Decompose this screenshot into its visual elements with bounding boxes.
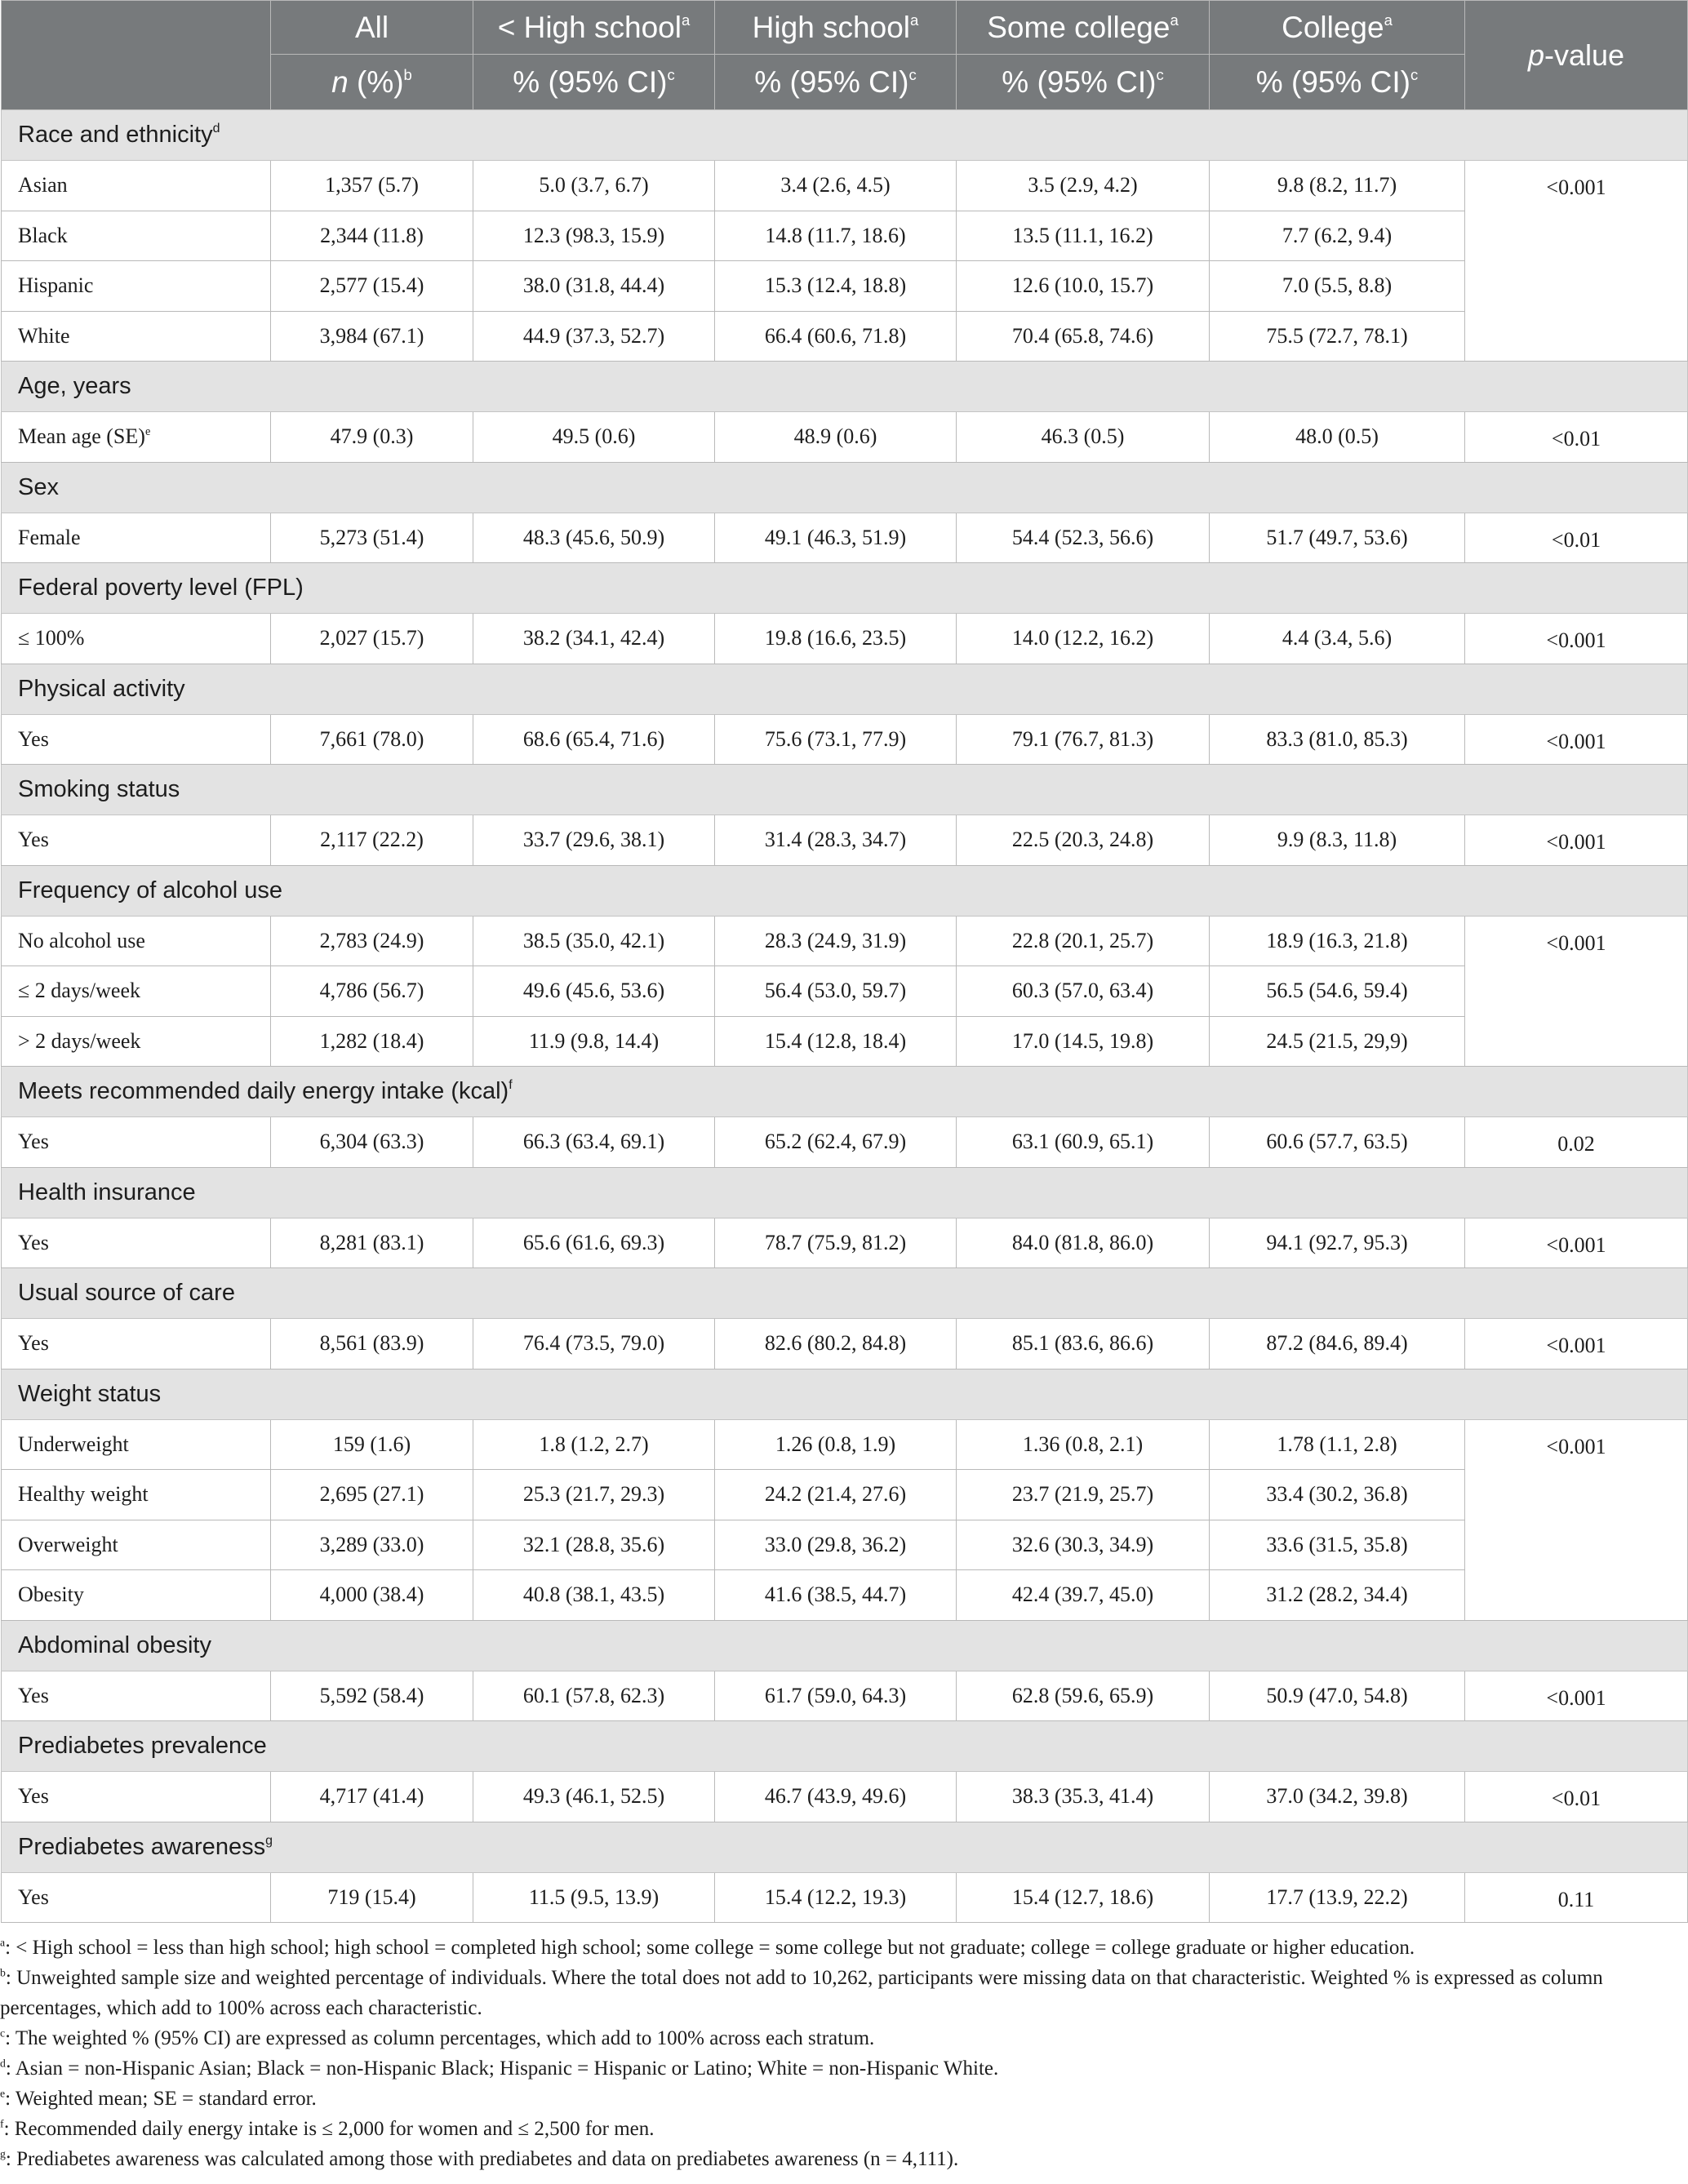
footnote-text: : Recommended daily energy intake is ≤ 2,000 for women and ≤ 2,500 for men. [3, 2118, 655, 2140]
table-cell: 48.3 (45.6, 50.9) [473, 513, 715, 563]
table-row [2, 1117, 1688, 1168]
footnote [0, 1933, 1685, 1963]
row-label-text: Yes [18, 726, 49, 751]
footnote-marker: a [0, 1936, 6, 1949]
section-title-text: Prediabetes prevalence [18, 1733, 267, 1759]
row-label-text: ≤ 100% [18, 626, 85, 650]
table-cell: 38.5 (35.0, 42.1) [473, 916, 715, 966]
table-cell: 159 (1.6) [271, 1419, 473, 1470]
table-cell: 42.4 (39.7, 45.0) [957, 1570, 1210, 1621]
section-header-row [2, 664, 1688, 714]
table-cell: 5.0 (3.7, 6.7) [473, 161, 715, 211]
table-cell: 65.2 (62.4, 67.9) [715, 1117, 957, 1168]
table-row [2, 1419, 1688, 1470]
section-title [2, 1369, 1688, 1419]
table-row [2, 311, 1688, 362]
table-cell: 94.1 (92.7, 95.3) [1210, 1218, 1465, 1268]
section-header-row [2, 1620, 1688, 1671]
table-row [2, 1218, 1688, 1268]
table-row [2, 1016, 1688, 1067]
footnote-marker: f [509, 1078, 513, 1093]
row-label [2, 1016, 271, 1067]
p-value-cell: 0.02 [1465, 1117, 1688, 1168]
table-cell: 54.4 (52.3, 56.6) [957, 513, 1210, 563]
table-cell: 17.7 (13.9, 22.2) [1210, 1872, 1465, 1923]
footnote [0, 2144, 1685, 2174]
table-cell: 33.0 (29.8, 36.2) [715, 1520, 957, 1570]
table-cell: 56.4 (53.0, 59.7) [715, 966, 957, 1017]
row-label [2, 311, 271, 362]
section-header-row [2, 563, 1688, 614]
row-label-text: Yes [18, 828, 49, 852]
table-row [2, 1470, 1688, 1520]
footnote-marker: b [0, 1966, 6, 1979]
table-cell: 66.4 (60.6, 71.8) [715, 311, 957, 362]
table-cell: 1.8 (1.2, 2.7) [473, 1419, 715, 1470]
table-cell: 75.6 (73.1, 77.9) [715, 714, 957, 765]
table-cell: 84.0 (81.8, 86.0) [957, 1218, 1210, 1268]
table-cell: 83.3 (81.0, 85.3) [1210, 714, 1465, 765]
table-cell: 60.1 (57.8, 62.3) [473, 1671, 715, 1721]
table-cell: 5,592 (58.4) [271, 1671, 473, 1721]
table-cell: 8,561 (83.9) [271, 1319, 473, 1369]
header-col-less-than-high-school: < High school$^a$ [473, 1, 715, 55]
section-title [2, 1620, 1688, 1671]
table-cell: 2,695 (27.1) [271, 1470, 473, 1520]
table-cell: 15.4 (12.8, 18.4) [715, 1016, 957, 1067]
footnote-marker: d [212, 122, 220, 136]
table-cell: 49.5 (0.6) [473, 412, 715, 463]
footnote [0, 2114, 1685, 2144]
section-header-row [2, 110, 1688, 161]
table-cell: 46.7 (43.9, 49.6) [715, 1772, 957, 1822]
p-value-cell: <0.01 [1465, 1772, 1688, 1822]
table-cell: 4,000 (38.4) [271, 1570, 473, 1621]
header-sub-some-college: % (95% CI)$^c$ [957, 55, 1210, 110]
row-label [2, 1570, 271, 1621]
table-cell: 48.9 (0.6) [715, 412, 957, 463]
table-cell: 9.9 (8.3, 11.8) [1210, 815, 1465, 866]
section-title [2, 362, 1688, 412]
section-title [2, 110, 1688, 161]
table-cell: 25.3 (21.7, 29.3) [473, 1470, 715, 1520]
footnote-text: : Unweighted sample size and weighted percentage of individuals. Where the total does not add to 10,262, participants were missing data on that characteristic. Weighted % is expressed as column percentages, which add to 100% across each characteristic. [0, 1967, 1603, 2019]
section-title-text: Meets recommended daily energy intake (kcal) [18, 1078, 509, 1104]
table-footnotes [0, 1933, 1688, 2174]
table-cell: 38.2 (34.1, 42.4) [473, 614, 715, 664]
row-label-text: Hispanic [18, 273, 94, 298]
section-title-text: Frequency of alcohol use [18, 877, 283, 903]
p-value-cell: <0.001 [1465, 1671, 1688, 1721]
table-cell: 15.4 (12.2, 19.3) [715, 1872, 957, 1923]
table-cell: 79.1 (76.7, 81.3) [957, 714, 1210, 765]
header-col-all: All [271, 1, 473, 55]
footnote [0, 1963, 1685, 2023]
table-cell: 3,289 (33.0) [271, 1520, 473, 1570]
table-cell: 15.4 (12.7, 18.6) [957, 1872, 1210, 1923]
table-cell: 49.1 (46.3, 51.9) [715, 513, 957, 563]
table-cell: 51.7 (49.7, 53.6) [1210, 513, 1465, 563]
table-row [2, 966, 1688, 1017]
table-body [2, 110, 1688, 1923]
section-title [2, 664, 1688, 714]
table-cell: 5,273 (51.4) [271, 513, 473, 563]
row-label-text: Black [18, 223, 68, 247]
section-header-row [2, 1067, 1688, 1117]
table-cell: 7.0 (5.5, 8.8) [1210, 261, 1465, 312]
footnote-marker: g [265, 1833, 273, 1848]
section-title-text: Physical activity [18, 675, 185, 702]
table-cell: 44.9 (37.3, 52.7) [473, 311, 715, 362]
table-cell: 14.8 (11.7, 18.6) [715, 211, 957, 261]
row-label-text: White [18, 323, 70, 348]
table-cell: 31.2 (28.2, 34.4) [1210, 1570, 1465, 1621]
row-label [2, 1218, 271, 1268]
table-cell: 6,304 (63.3) [271, 1117, 473, 1168]
table-row [2, 211, 1688, 261]
table-cell: 4,786 (56.7) [271, 966, 473, 1017]
table-cell: 49.6 (45.6, 53.6) [473, 966, 715, 1017]
footnote-marker: c [0, 2026, 6, 2040]
section-title [2, 1822, 1688, 1872]
section-header-row [2, 1268, 1688, 1319]
table-cell: 2,783 (24.9) [271, 916, 473, 966]
header-sub-high-school: % (95% CI)$^c$ [715, 55, 957, 110]
row-label-text: Yes [18, 1784, 49, 1809]
row-label [2, 1671, 271, 1721]
row-label-text: Yes [18, 1230, 49, 1254]
table-cell: 4.4 (3.4, 5.6) [1210, 614, 1465, 664]
table-cell: 38.3 (35.3, 41.4) [957, 1772, 1210, 1822]
table-cell: 32.6 (30.3, 34.9) [957, 1520, 1210, 1570]
table-cell: 11.9 (9.8, 14.4) [473, 1016, 715, 1067]
section-title-text: Weight status [18, 1380, 162, 1407]
table-row [2, 1520, 1688, 1570]
table-header [2, 1, 1688, 110]
row-label-text: Yes [18, 1331, 49, 1356]
section-header-row [2, 1822, 1688, 1872]
table-cell: 2,344 (11.8) [271, 211, 473, 261]
section-header-row [2, 362, 1688, 412]
row-label [2, 1772, 271, 1822]
table-cell: 12.3 (98.3, 15.9) [473, 211, 715, 261]
row-label-text: Mean age (SE) [18, 424, 145, 449]
section-title [2, 1067, 1688, 1117]
section-title-text: Sex [18, 473, 59, 500]
table-cell: 1.78 (1.1, 2.8) [1210, 1419, 1465, 1470]
row-label [2, 614, 271, 664]
header-sub-less-than-high-school: % (95% CI)$^c$ [473, 55, 715, 110]
table-cell: 62.8 (59.6, 65.9) [957, 1671, 1210, 1721]
section-title [2, 462, 1688, 513]
section-title [2, 865, 1688, 916]
table-cell: 46.3 (0.5) [957, 412, 1210, 463]
row-label [2, 1319, 271, 1369]
section-header-row [2, 1369, 1688, 1419]
row-label-text: Underweight [18, 1432, 129, 1456]
table-cell: 3.4 (2.6, 4.5) [715, 161, 957, 211]
table-cell: 8,281 (83.1) [271, 1218, 473, 1268]
table-cell: 24.5 (21.5, 29,9) [1210, 1016, 1465, 1067]
row-label [2, 1520, 271, 1570]
row-label-text: Yes [18, 1130, 49, 1154]
table-cell: 2,577 (15.4) [271, 261, 473, 312]
section-title-text: Usual source of care [18, 1280, 235, 1306]
table-cell: 17.0 (14.5, 19.8) [957, 1016, 1210, 1067]
table-cell: 22.5 (20.3, 24.8) [957, 815, 1210, 866]
table-cell: 1.36 (0.8, 2.1) [957, 1419, 1210, 1470]
table-cell: 3,984 (67.1) [271, 311, 473, 362]
header-col-college: College$^a$ [1210, 1, 1465, 55]
section-header-row [2, 462, 1688, 513]
table-cell: 50.9 (47.0, 54.8) [1210, 1671, 1465, 1721]
section-title-text: Abdominal obesity [18, 1631, 211, 1658]
table-cell: 7,661 (78.0) [271, 714, 473, 765]
row-label-text: Yes [18, 1683, 49, 1707]
section-title [2, 1268, 1688, 1319]
characteristics-table [1, 0, 1688, 1923]
row-label [2, 966, 271, 1017]
table-cell: 60.3 (57.0, 63.4) [957, 966, 1210, 1017]
header-sub-all: n (%)$^b$ [271, 55, 473, 110]
footnote-text: : Prediabetes awareness was calculated among those with prediabetes and data on prediabetes awareness (n = 4,111). [5, 2148, 959, 2170]
table-cell: 15.3 (12.4, 18.8) [715, 261, 957, 312]
table-cell: 1,357 (5.7) [271, 161, 473, 211]
table-cell: 60.6 (57.7, 63.5) [1210, 1117, 1465, 1168]
header-col-some-college: Some college$^a$ [957, 1, 1210, 55]
row-label-text: Asian [18, 173, 68, 198]
section-header-row [2, 1167, 1688, 1218]
section-header-row [2, 865, 1688, 916]
row-label-text: Obesity [18, 1583, 84, 1607]
table-cell: 1,282 (18.4) [271, 1016, 473, 1067]
table-cell: 32.1 (28.8, 35.6) [473, 1520, 715, 1570]
table-cell: 12.6 (10.0, 15.7) [957, 261, 1210, 312]
row-label [2, 916, 271, 966]
row-label-text: ≤ 2 days/week [18, 979, 141, 1003]
p-value-cell: <0.01 [1465, 412, 1688, 463]
table-cell: 33.6 (31.5, 35.8) [1210, 1520, 1465, 1570]
row-label-text: Healthy weight [18, 1482, 149, 1507]
header-col-p-value: p-value [1465, 1, 1688, 110]
table-cell: 22.8 (20.1, 25.7) [957, 916, 1210, 966]
table-row [2, 916, 1688, 966]
table-cell: 2,027 (15.7) [271, 614, 473, 664]
table-row [2, 161, 1688, 211]
row-label-text: > 2 days/week [18, 1028, 141, 1053]
section-title-text: Race and ethnicity [18, 122, 213, 148]
header-sub-college: % (95% CI)$^c$ [1210, 55, 1465, 110]
row-label [2, 1419, 271, 1470]
section-header-row [2, 765, 1688, 815]
table-row [2, 412, 1688, 463]
table-cell: 23.7 (21.9, 25.7) [957, 1470, 1210, 1520]
footnote-text: : Weighted mean; SE = standard error. [5, 2088, 317, 2110]
section-title-text: Smoking status [18, 776, 180, 802]
p-value-cell: <0.001 [1465, 815, 1688, 866]
table-cell: 719 (15.4) [271, 1872, 473, 1923]
row-label [2, 714, 271, 765]
p-value-cell: <0.001 [1465, 1319, 1688, 1369]
p-value-cell: <0.001 [1465, 1419, 1688, 1620]
table-cell: 9.8 (8.2, 11.7) [1210, 161, 1465, 211]
table-cell: 82.6 (80.2, 84.8) [715, 1319, 957, 1369]
table-cell: 33.4 (30.2, 36.8) [1210, 1470, 1465, 1520]
row-label [2, 211, 271, 261]
section-title [2, 563, 1688, 614]
footnote [0, 2023, 1685, 2053]
section-title [2, 1721, 1688, 1772]
table-cell: 37.0 (34.2, 39.8) [1210, 1772, 1465, 1822]
table-cell: 78.7 (75.9, 81.2) [715, 1218, 957, 1268]
table-cell: 18.9 (16.3, 21.8) [1210, 916, 1465, 966]
p-value-cell: <0.01 [1465, 513, 1688, 563]
table-cell: 1.26 (0.8, 1.9) [715, 1419, 957, 1470]
p-value-cell: <0.001 [1465, 714, 1688, 765]
section-title-text: Prediabetes awareness [18, 1833, 266, 1860]
row-label-text: No alcohol use [18, 928, 145, 952]
row-label-text: Female [18, 525, 81, 549]
table-cell: 13.5 (11.1, 16.2) [957, 211, 1210, 261]
table-cell: 66.3 (63.4, 69.1) [473, 1117, 715, 1168]
table-row [2, 1570, 1688, 1621]
header-row-1 [2, 1, 1688, 55]
table-row [2, 1319, 1688, 1369]
footnote-marker: f [0, 2117, 4, 2130]
table-row [2, 1772, 1688, 1822]
table-cell: 33.7 (29.6, 38.1) [473, 815, 715, 866]
table-row [2, 815, 1688, 866]
p-value-cell: 0.11 [1465, 1872, 1688, 1923]
table-cell: 56.5 (54.6, 59.4) [1210, 966, 1465, 1017]
table-row [2, 1671, 1688, 1721]
table-cell: 19.8 (16.6, 23.5) [715, 614, 957, 664]
table-cell: 76.4 (73.5, 79.0) [473, 1319, 715, 1369]
p-value-cell: <0.001 [1465, 161, 1688, 362]
footnote-text: : Asian = non-Hispanic Asian; Black = non-Hispanic Black; Hispanic = Hispanic or Latino; White = non-Hispanic White. [5, 2057, 999, 2080]
section-header-row [2, 1721, 1688, 1772]
footnote-marker: e [0, 2087, 6, 2100]
table-cell: 63.1 (60.9, 65.1) [957, 1117, 1210, 1168]
row-label [2, 261, 271, 312]
section-title [2, 1167, 1688, 1218]
table-cell: 40.8 (38.1, 43.5) [473, 1570, 715, 1621]
table-cell: 28.3 (24.9, 31.9) [715, 916, 957, 966]
p-value-cell: <0.001 [1465, 916, 1688, 1067]
table-cell: 65.6 (61.6, 69.3) [473, 1218, 715, 1268]
table-row [2, 714, 1688, 765]
table-cell: 38.0 (31.8, 44.4) [473, 261, 715, 312]
table-cell: 4,717 (41.4) [271, 1772, 473, 1822]
table-cell: 41.6 (38.5, 44.7) [715, 1570, 957, 1621]
section-title-text: Health insurance [18, 1179, 196, 1205]
row-label-text: Overweight [18, 1532, 118, 1556]
row-label [2, 412, 271, 463]
table-cell: 24.2 (21.4, 27.6) [715, 1470, 957, 1520]
section-title-text: Age, years [18, 373, 131, 399]
footnote-marker: e [144, 425, 151, 439]
row-label [2, 1872, 271, 1923]
row-label [2, 815, 271, 866]
table-row [2, 614, 1688, 664]
header-col-high-school: High school$^a$ [715, 1, 957, 55]
table-cell: 70.4 (65.8, 74.6) [957, 311, 1210, 362]
table-cell: 11.5 (9.5, 13.9) [473, 1872, 715, 1923]
footnote [0, 2084, 1685, 2114]
footnote-marker: g [0, 2147, 6, 2160]
table-cell: 31.4 (28.3, 34.7) [715, 815, 957, 866]
footnote-text: : < High school = less than high school; high school = completed high school; some college = some college but not graduate; college = college graduate or higher education. [5, 1937, 1415, 1959]
row-label-text: Yes [18, 1884, 49, 1909]
table-row [2, 513, 1688, 563]
table-cell: 49.3 (46.1, 52.5) [473, 1772, 715, 1822]
table-cell: 14.0 (12.2, 16.2) [957, 614, 1210, 664]
section-title-text: Federal poverty level (FPL) [18, 575, 304, 601]
table-cell: 68.6 (65.4, 71.6) [473, 714, 715, 765]
row-label [2, 1117, 271, 1168]
footnote-text: : The weighted % (95% CI) are expressed as column percentages, which add to 100% across each stratum. [5, 2027, 875, 2049]
table-cell: 61.7 (59.0, 64.3) [715, 1671, 957, 1721]
footnote-marker: d [0, 2057, 6, 2070]
table-row [2, 261, 1688, 312]
section-title [2, 765, 1688, 815]
header-blank-cell [2, 1, 271, 110]
footnote [0, 2053, 1685, 2084]
p-value-cell: <0.001 [1465, 614, 1688, 664]
table-cell: 85.1 (83.6, 86.6) [957, 1319, 1210, 1369]
table-cell: 7.7 (6.2, 9.4) [1210, 211, 1465, 261]
table-cell: 75.5 (72.7, 78.1) [1210, 311, 1465, 362]
row-label [2, 161, 271, 211]
table-cell: 48.0 (0.5) [1210, 412, 1465, 463]
table-cell: 47.9 (0.3) [271, 412, 473, 463]
row-label [2, 513, 271, 563]
p-value-cell: <0.001 [1465, 1218, 1688, 1268]
row-label [2, 1470, 271, 1520]
table-cell: 87.2 (84.6, 89.4) [1210, 1319, 1465, 1369]
table-cell: 3.5 (2.9, 4.2) [957, 161, 1210, 211]
table-row [2, 1872, 1688, 1923]
table-cell: 2,117 (22.2) [271, 815, 473, 866]
